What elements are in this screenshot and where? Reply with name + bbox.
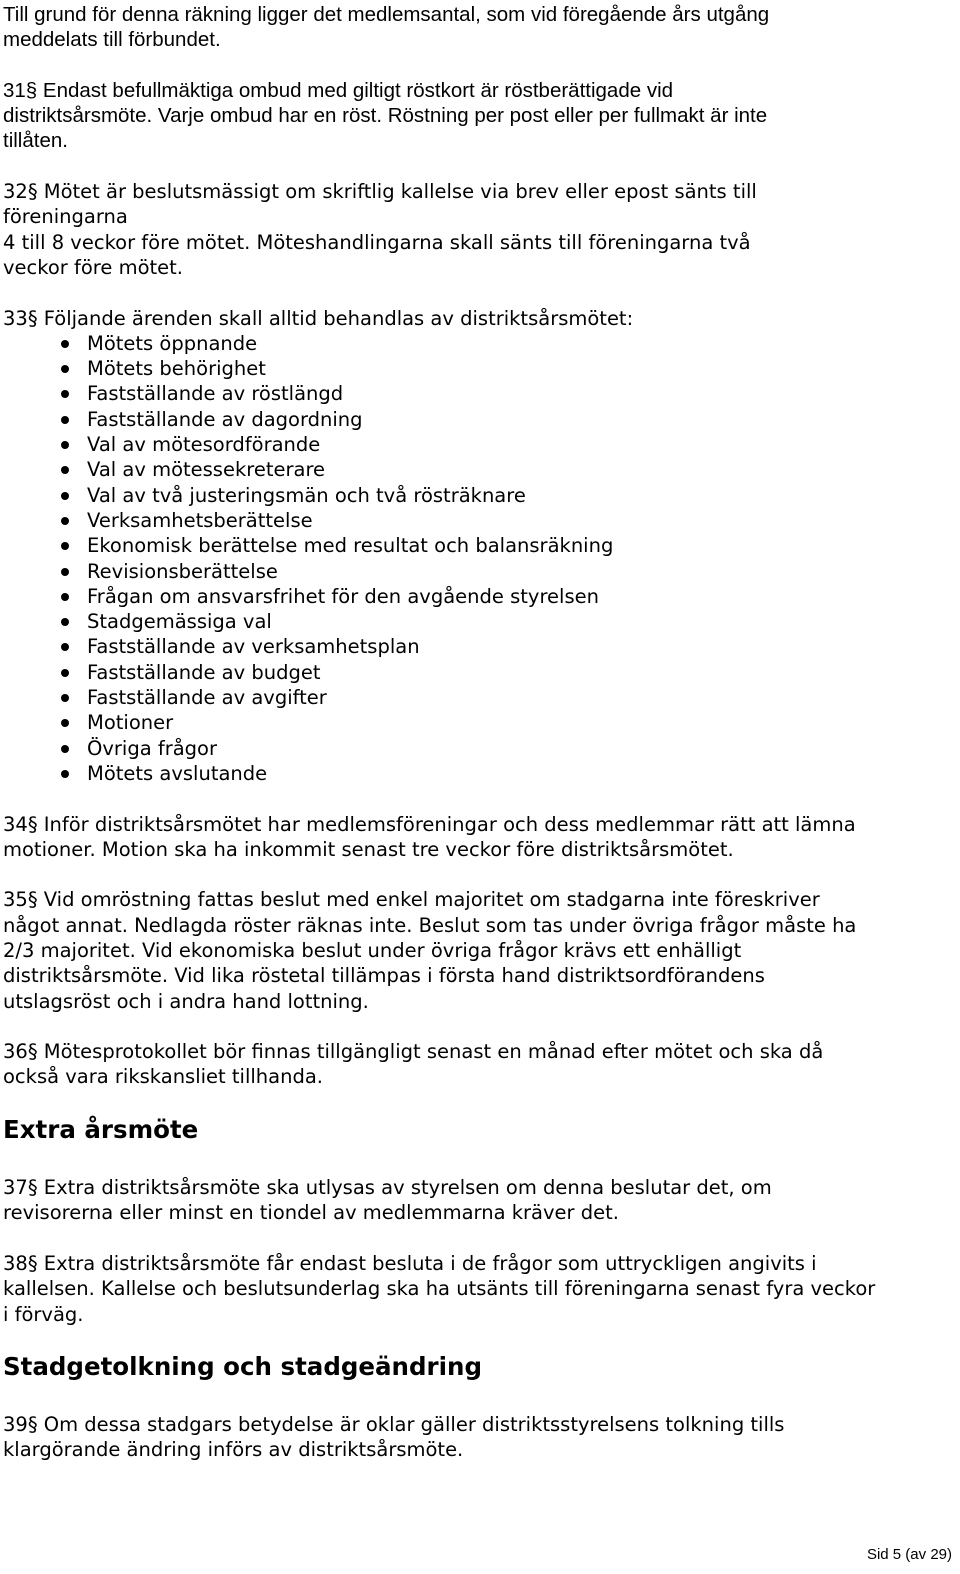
text-line: tillåten. <box>3 129 68 153</box>
paragraph-38 <box>3 1251 953 1327</box>
text-line: Till grund för denna räkning ligger det medlemsantal, som vid föregående års utgång <box>3 3 770 26</box>
list-item: Fastställande av budget <box>3 660 953 685</box>
list-item: Motioner <box>3 710 953 735</box>
text-line: motioner. Motion ska ha inkommit senast tre veckor före distriktsårsmötet. <box>3 837 734 861</box>
text-line: 36§ Mötesprotokollet bör finnas tillgängligt senast en månad efter mötet och ska då <box>3 1040 824 1064</box>
text-line: distriktsårsmöte. Varje ombud har en röst. Röstning per post eller per fullmakt är inte <box>3 104 768 128</box>
list-item: Val av mötesordförande <box>3 432 953 457</box>
text-line: utslagsröst och i andra hand lottning. <box>3 989 369 1013</box>
paragraph-31 <box>3 78 953 154</box>
text-line: 35§ Vid omröstning fattas beslut med enkel majoritet om stadgarna inte föreskriver <box>3 888 820 912</box>
list-item: Fastställande av dagordning <box>3 407 953 432</box>
text-line: något annat. Nedlagda röster räknas inte. Beslut som tas under övriga frågor måste ha <box>3 913 857 937</box>
list-item: Mötets avslutande <box>3 761 953 786</box>
list-item: Frågan om ansvarsfrihet för den avgående styrelsen <box>3 584 953 609</box>
text-line: distriktsårsmöte. Vid lika röstetal tillämpas i första hand distriktsordförandens <box>3 964 765 988</box>
text-line: i förväg. <box>3 1302 84 1326</box>
paragraph-34 <box>3 812 953 863</box>
text-line: också vara rikskansliet tillhanda. <box>3 1065 323 1089</box>
list-item: Mötets öppnande <box>3 331 953 356</box>
document-body <box>3 2 953 1488</box>
text-line: 34§ Inför distriktsårsmötet har medlemsföreningar och dess medlemmar rätt att lämna <box>3 812 856 836</box>
text-line: revisorerna eller minst en tiondel av medlemmarna kräver det. <box>3 1201 619 1225</box>
paragraph-33 <box>3 306 953 787</box>
list-item: Ekonomisk berättelse med resultat och balansräkning <box>3 533 953 558</box>
paragraph-36 <box>3 1039 953 1090</box>
section-heading-extra-arsmote: Extra årsmöte <box>3 1115 199 1145</box>
paragraph-39 <box>3 1412 953 1463</box>
list-item: Val av två justeringsmän och två rösträknare <box>3 483 953 508</box>
text-line: 38§ Extra distriktsårsmöte får endast besluta i de frågor som uttryckligen angivits i <box>3 1251 817 1275</box>
text-line: föreningarna <box>3 205 128 229</box>
text-line: 39§ Om dessa stadgars betydelse är oklar gäller distriktsstyrelsens tolkning tills <box>3 1413 785 1437</box>
paragraph-32 <box>3 179 953 280</box>
list-item: Fastställande av avgifter <box>3 685 953 710</box>
text-line: 4 till 8 veckor före mötet. Möteshandlingarna skall sänts till föreningarna två <box>3 230 751 254</box>
text-line: 32§ Mötet är beslutsmässigt om skriftlig kallelse via brev eller epost sänts till <box>3 180 757 204</box>
text-line: 33§ Följande ärenden skall alltid behandlas av distriktsårsmötet: <box>3 306 634 330</box>
list-item: Mötets behörighet <box>3 356 953 381</box>
list-item: Övriga frågor <box>3 736 953 761</box>
text-line: klargörande ändring införs av distriktsårsmöte. <box>3 1438 464 1462</box>
text-line: 31§ Endast befullmäktiga ombud med giltigt röstkort är röstberättigade vid <box>3 78 674 102</box>
section-heading-stadgetolkning: Stadgetolkning och stadgeändring <box>3 1352 482 1382</box>
text-line: 37§ Extra distriktsårsmöte ska utlysas av styrelsen om denna beslutar det, om <box>3 1176 772 1200</box>
list-item: Fastställande av verksamhetsplan <box>3 634 953 659</box>
text-line: meddelats till förbundet. <box>3 28 221 52</box>
paragraph-37 <box>3 1175 953 1226</box>
text-line: veckor före mötet. <box>3 255 183 279</box>
list-item: Verksamhetsberättelse <box>3 508 953 533</box>
text-line: kallelsen. Kallelse och beslutsunderlag ska ha utsänts till föreningarna senast fyra veckor <box>3 1277 876 1301</box>
list-item: Fastställande av röstlängd <box>3 381 953 406</box>
text-line: 2/3 majoritet. Vid ekonomiska beslut under övriga frågor krävs ett enhälligt <box>3 938 742 962</box>
agenda-list <box>3 331 953 786</box>
page-number: Sid 5 (av 29) <box>866 1546 952 1563</box>
list-item: Revisionsberättelse <box>3 559 953 584</box>
list-item: Val av mötessekreterare <box>3 457 953 482</box>
paragraph-35 <box>3 887 953 1013</box>
list-item: Stadgemässiga val <box>3 609 953 634</box>
intro-paragraph <box>3 2 953 53</box>
